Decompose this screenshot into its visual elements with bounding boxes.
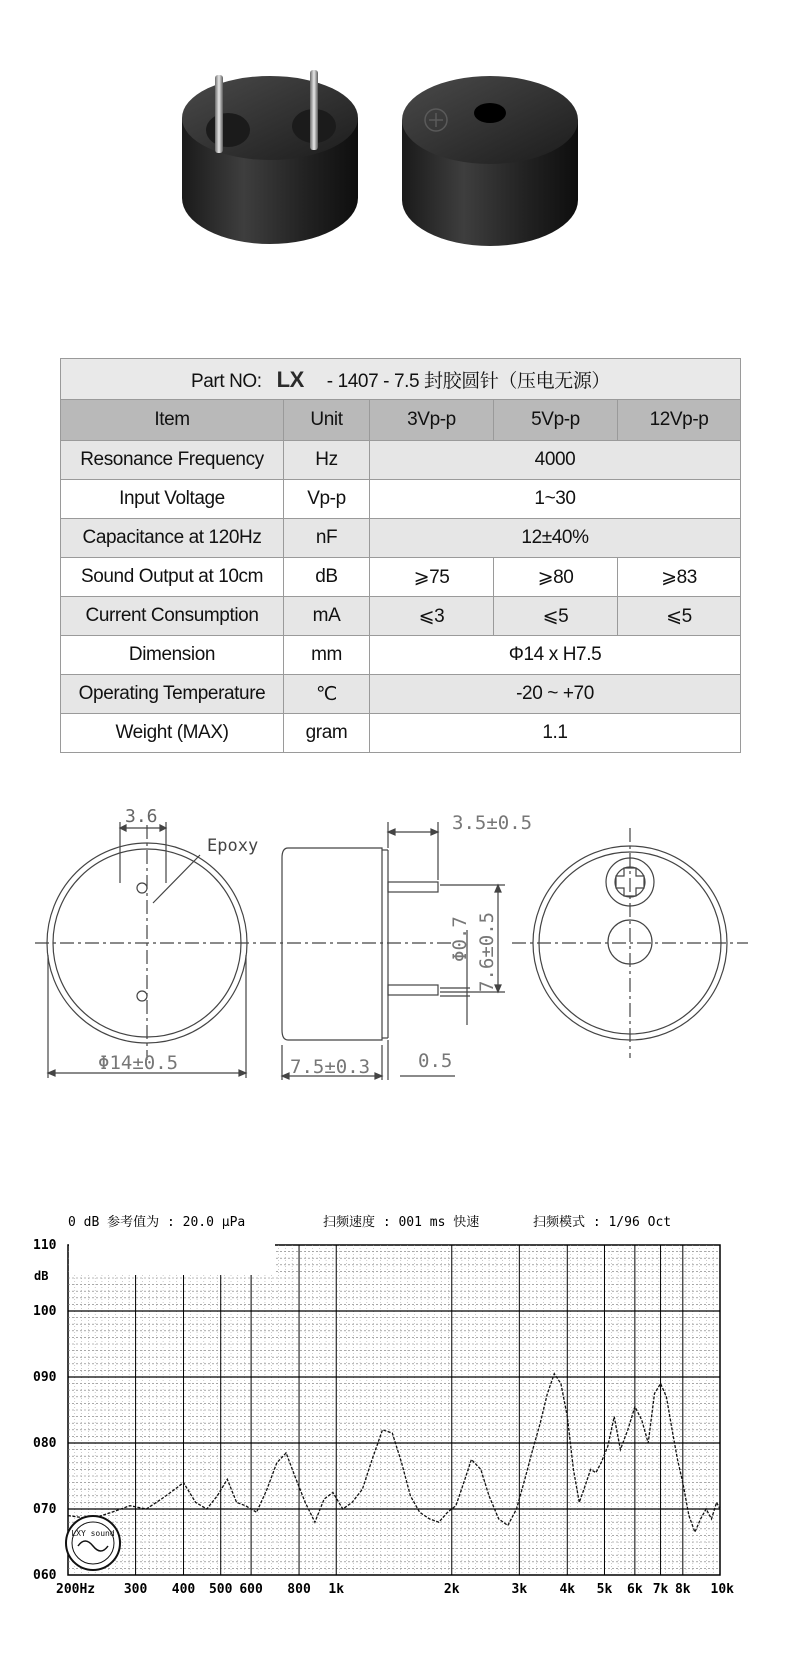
x-tick-label: 400 [171,1582,196,1597]
row-value: 1.1 [370,714,741,753]
row-value: 4000 [370,441,741,480]
table-row [61,636,741,675]
pin-length-dimension: 3.5±0.5 [452,812,533,834]
y-tick-label: 110 [33,1238,57,1253]
row-unit: mA [284,597,370,636]
x-tick-label: 500 [208,1582,233,1597]
y-tick-label: 100 [33,1304,57,1319]
x-tick-label: 6k [627,1582,643,1597]
row-value-3vpp: ⩾75 [370,558,494,597]
row-item: Weight (MAX) [61,714,284,753]
part-number-description: - 1407 - 7.5 封胶圆针（压电无源） [326,370,611,392]
header-item: Item [61,400,284,441]
x-tick-label: 3k [511,1582,528,1597]
specification-table [60,358,741,753]
row-item: Current Consumption [61,597,284,636]
row-unit: mm [284,636,370,675]
chart-header-sweep-mode: 扫频模式 : 1/96 Oct [533,1215,672,1230]
row-value-12vpp: ⩽5 [618,597,741,636]
part-number-title [61,359,741,400]
header-5vpp: 5Vp-p [494,400,618,441]
chart-header-sweep-speed: 扫频速度 : 001 ms 快速 [323,1215,480,1230]
header-12vpp: 12Vp-p [618,400,741,441]
logo-text: LXY sound [71,1529,115,1538]
y-tick-label: 080 [33,1436,57,1451]
back-view [512,828,748,1058]
x-tick-label: 1k [328,1582,345,1597]
x-tick-label: 200Hz [56,1582,96,1597]
x-tick-label: 5k [596,1582,613,1597]
row-value: -20 ~ +70 [370,675,741,714]
row-value-3vpp: ⩽3 [370,597,494,636]
x-tick-label: 10k [710,1582,734,1597]
row-value-5vpp: ⩽5 [494,597,618,636]
height-dimension: 7.5±0.3 [290,1056,371,1078]
pin-span-dimension: 7.6±0.5 [476,911,498,992]
header-unit: Unit [284,400,370,441]
chart-header-reference: 0 dB 参考值为 : 20.0 μPa [68,1215,246,1230]
row-value-5vpp: ⩾80 [494,558,618,597]
row-unit: nF [284,519,370,558]
y-tick-label: 070 [33,1502,57,1517]
pin-diameter-dimension: Φ0.7 [449,916,471,962]
table-row [61,597,741,636]
row-item: Input Voltage [61,480,284,519]
pin-pitch-dimension: 3.6 [125,806,158,827]
table-row [61,519,741,558]
dimension-drawing [0,806,790,1160]
row-item: Dimension [61,636,284,675]
row-unit: ℃ [284,675,370,714]
x-tick-label: 4k [559,1582,576,1597]
x-tick-label: 8k [674,1582,691,1597]
frequency-response-chart [0,1210,790,1655]
table-row [61,675,741,714]
pin-offset-dimension: 0.5 [418,1050,453,1072]
front-view [35,822,262,1078]
row-value: 1~30 [370,480,741,519]
row-unit: Hz [284,441,370,480]
y-axis-label: dB [34,1269,49,1283]
table-title-row [61,359,741,400]
x-tick-label: 600 [239,1582,263,1597]
row-unit: dB [284,558,370,597]
x-tick-labels [56,1582,734,1597]
row-item: Capacitance at 120Hz [61,519,284,558]
x-tick-label: 7k [652,1582,669,1597]
buzzer-sound-hole-image [402,76,578,246]
table-row [61,480,741,519]
row-item: Sound Output at 10cm [61,558,284,597]
row-item: Operating Temperature [61,675,284,714]
row-value: 12±40% [370,519,741,558]
row-value-12vpp: ⩾83 [618,558,741,597]
product-photo [0,0,790,290]
buzzer-pin-side-image [182,70,358,244]
x-tick-label: 800 [287,1582,311,1597]
y-tick-label: 060 [33,1568,57,1583]
part-number-label: Part NO: [190,370,262,392]
table-header-row [61,400,741,441]
x-tick-label: 300 [123,1582,148,1597]
epoxy-label: Epoxy [207,836,259,856]
table-row [61,714,741,753]
x-tick-label: 2k [443,1582,460,1597]
table-row [61,441,741,480]
row-item: Resonance Frequency [61,441,284,480]
header-3vpp: 3Vp-p [370,400,494,441]
row-unit: Vp-p [284,480,370,519]
model-code: LX [276,366,304,392]
y-tick-labels [33,1238,57,1583]
diameter-dimension: Φ14±0.5 [98,1052,179,1074]
lxy-sound-logo [66,1516,120,1570]
row-value: Φ14 x H7.5 [370,636,741,675]
row-unit: gram [284,714,370,753]
y-tick-label: 090 [33,1370,57,1385]
table-row [61,558,741,597]
